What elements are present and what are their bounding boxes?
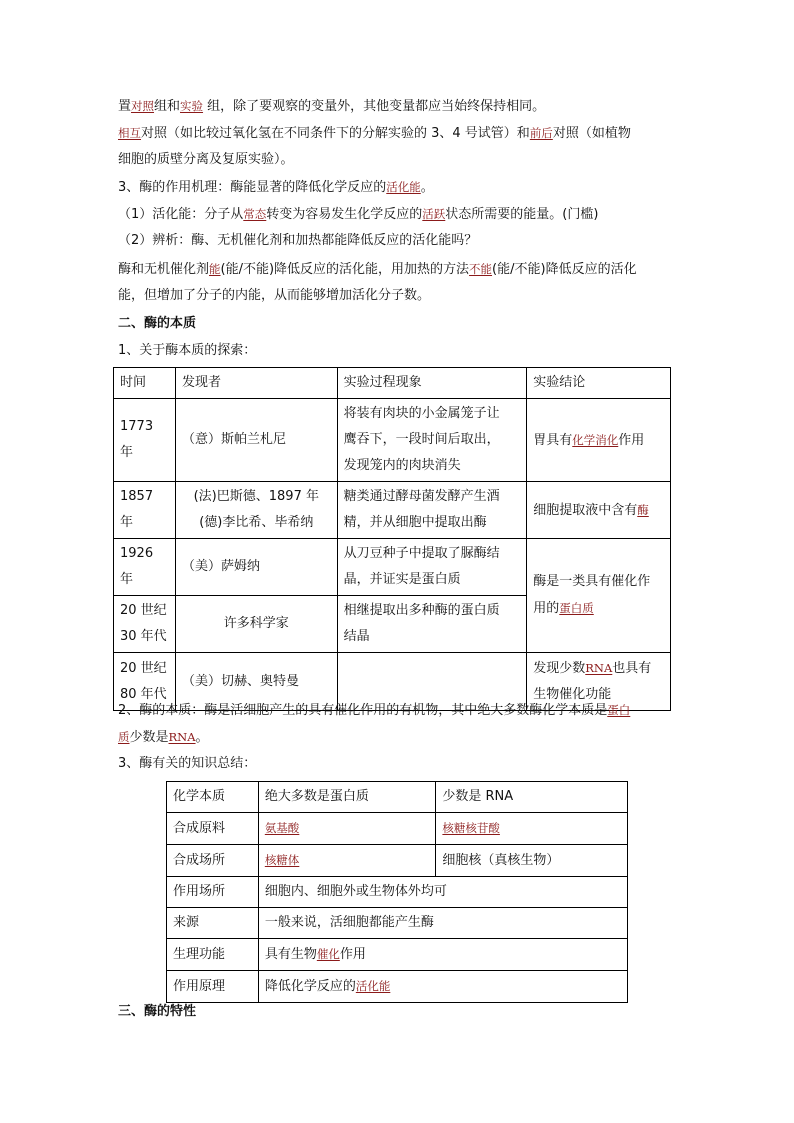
answer-fill: 活跃 [422, 207, 446, 221]
header-cell: 实验过程现象 [337, 368, 527, 399]
answer-fill: 化学消化 [572, 432, 619, 447]
cell-line: 晶，并证实是蛋白质 [343, 572, 461, 587]
cell-line: 20 世纪 [120, 660, 167, 676]
value-cell [436, 813, 628, 845]
text: 用的 [533, 601, 560, 616]
text: 具有生物 [264, 947, 317, 962]
cell-line: 发现笼内的肉块消失 [343, 458, 461, 473]
text-line [118, 151, 294, 169]
text: 酶和无机催化剂 [118, 262, 210, 277]
cell-line: 从刀豆种子中提取了脲酶结 [343, 546, 500, 561]
answer-fill: 前后 [529, 126, 553, 140]
experiment-cell [337, 596, 527, 653]
answer-fill: RNA [168, 730, 196, 744]
enzyme-summary-table [166, 781, 628, 1003]
discoverer-cell: （意）斯帕兰札尼 [175, 399, 337, 482]
answer-fill: 蛋白质 [559, 601, 594, 615]
text: 作用 [339, 947, 366, 962]
answer-fill: 能 [209, 262, 221, 276]
text: 少数是 [129, 730, 169, 745]
section-heading: 二、酶的本质 [118, 316, 197, 331]
text-line [118, 124, 631, 143]
answer-fill: 催化 [316, 947, 340, 961]
value-cell: 少数是 RNA [436, 782, 628, 813]
answer-fill: 酶 [637, 502, 649, 517]
time-cell: 1857 年 [114, 482, 176, 539]
discoverer-cell: （美）切赫、奥特曼 [175, 653, 337, 711]
table-header-row [114, 368, 671, 399]
cell-line: 鹰吞下，一段时间后取出， [343, 432, 500, 447]
text: 1、关于酶本质的探索： [118, 343, 257, 358]
answer-fill: 实验 [180, 99, 204, 113]
text: （1）活化能：分子从 [118, 207, 244, 222]
text: 组，除了要观察的变量外，其他变量都应当始终保持相同。 [203, 99, 546, 114]
cell-line: 相继提取出多种酶的蛋白质 [343, 603, 500, 618]
text: 细胞提取液中含有 [533, 502, 638, 518]
section-heading: 三、酶的特性 [118, 1004, 197, 1019]
enzyme-discovery-table [113, 367, 671, 711]
table-row [167, 908, 628, 939]
value-cell [258, 845, 436, 877]
value-cell: 绝大多数是蛋白质 [258, 782, 436, 813]
cell-line [533, 595, 664, 622]
answer-fill: 对照 [131, 99, 155, 113]
time-cell: 1773 年 [114, 399, 176, 482]
cell-line: 精，并从细胞中提取出酶 [343, 515, 487, 530]
cell-line: (法)巴斯德、1897 年 [193, 489, 319, 504]
table-row [114, 482, 671, 539]
text: 对照（如植物 [552, 126, 631, 141]
text: 3、酶的作用机理：酶能显著的降低化学反应的 [118, 180, 387, 195]
header-cell: 时间 [114, 368, 176, 399]
cell-line: 糖类通过酵母菌发酵产生酒 [343, 489, 500, 504]
table-row [167, 782, 628, 813]
table-row [167, 971, 628, 1003]
table-row [114, 399, 671, 482]
table-row [167, 813, 628, 845]
text-line [118, 97, 545, 116]
text-line [118, 342, 256, 360]
text-line [118, 728, 209, 747]
text: 3、酶有关的知识总结： [118, 756, 257, 771]
answer-fill: 核糖核苷酸 [442, 821, 500, 835]
text: 组和 [154, 99, 181, 114]
cell-line: 酶是一类具有催化作 [533, 574, 651, 589]
text: 胃具有 [533, 432, 573, 448]
key-cell: 生理功能 [167, 939, 259, 971]
text: 状态所需要的能量。(门槛) [445, 207, 599, 222]
table-row [167, 877, 628, 908]
text: 。 [420, 180, 434, 195]
text-line [118, 701, 630, 720]
value-cell: 细胞内、细胞外或生物体外均可 [258, 877, 627, 908]
table-row [114, 539, 671, 596]
conclusion-cell [527, 482, 671, 539]
text: (能/不能)降低反应的活化 [492, 262, 637, 277]
cell-line: 80 年代 [120, 686, 167, 702]
text: 细胞的质壁分离及复原实验）。 [118, 152, 294, 167]
cell-line: 将装有肉块的小金属笼子让 [343, 406, 500, 421]
value-cell: 细胞核（真核生物） [436, 845, 628, 877]
value-cell [258, 939, 627, 971]
table-row [167, 845, 628, 877]
time-cell [114, 596, 176, 653]
text-line [118, 232, 477, 250]
text-line [118, 178, 434, 197]
table-row [167, 939, 628, 971]
text-line [118, 755, 256, 773]
answer-fill: 蛋白 [607, 703, 631, 717]
answer-fill: 常态 [243, 207, 267, 221]
experiment-cell [337, 539, 527, 596]
text: （2）辨析：酶、无机催化剂和加热都能降低反应的活化能吗？ [118, 233, 478, 248]
cell-line: 生物催化功能 [533, 687, 612, 702]
discoverer-cell [175, 482, 337, 539]
text-line [118, 205, 598, 224]
experiment-cell [337, 482, 527, 539]
key-cell: 来源 [167, 908, 259, 939]
cell-line: (德)李比希、毕希纳 [199, 515, 314, 530]
text: 置 [118, 99, 132, 114]
discoverer-cell: 许多科学家 [175, 596, 337, 653]
text: 对照（如比较过氧化氢在不同条件下的分解实验的 3、4 号试管）和 [141, 126, 530, 141]
cell-line: 结晶 [343, 629, 370, 644]
text: 也具有 [612, 661, 652, 676]
value-cell [258, 971, 627, 1003]
text: 。 [195, 730, 209, 745]
text-line [118, 287, 430, 305]
key-cell: 合成场所 [167, 845, 259, 877]
text: 降低化学反应的 [264, 979, 356, 994]
text: 能，但增加了分子的内能，从而能够增加活化分子数。 [118, 288, 431, 303]
cell-line: 30 年代 [120, 629, 167, 644]
text-line [118, 260, 637, 279]
answer-fill: RNA [585, 661, 613, 675]
header-cell: 实验结论 [527, 368, 671, 399]
cell-line: 20 世纪 [120, 603, 167, 618]
text: (能/不能)降低反应的活化能，用加热的方法 [220, 262, 470, 277]
key-cell: 合成原料 [167, 813, 259, 845]
answer-fill: 活化能 [355, 979, 391, 993]
value-cell [258, 813, 436, 845]
time-cell: 1926 年 [114, 539, 176, 596]
header-cell: 发现者 [175, 368, 337, 399]
conclusion-cell [527, 399, 671, 482]
key-cell: 作用原理 [167, 971, 259, 1003]
answer-fill: 质 [118, 730, 130, 744]
value-cell: 一般来说，活细胞都能产生酶 [258, 908, 627, 939]
text: 发现少数 [533, 661, 586, 676]
key-cell: 化学本质 [167, 782, 259, 813]
discoverer-cell: （美）萨姆纳 [175, 539, 337, 596]
answer-fill: 相互 [118, 126, 141, 140]
answer-fill: 核糖体 [264, 853, 300, 867]
conclusion-cell [527, 539, 671, 653]
answer-fill: 氨基酸 [264, 821, 300, 835]
text: 转变为容易发生化学反应的 [266, 207, 423, 222]
text: 作用 [618, 432, 645, 448]
answer-fill: 活化能 [386, 180, 421, 194]
cell-line [533, 655, 664, 682]
key-cell: 作用场所 [167, 877, 259, 908]
text: 2、酶的本质：酶是活细胞产生的具有催化作用的有机物，其中绝大多数酶化学本质是 [118, 703, 608, 718]
experiment-cell [337, 399, 527, 482]
answer-fill: 不能 [469, 262, 493, 276]
